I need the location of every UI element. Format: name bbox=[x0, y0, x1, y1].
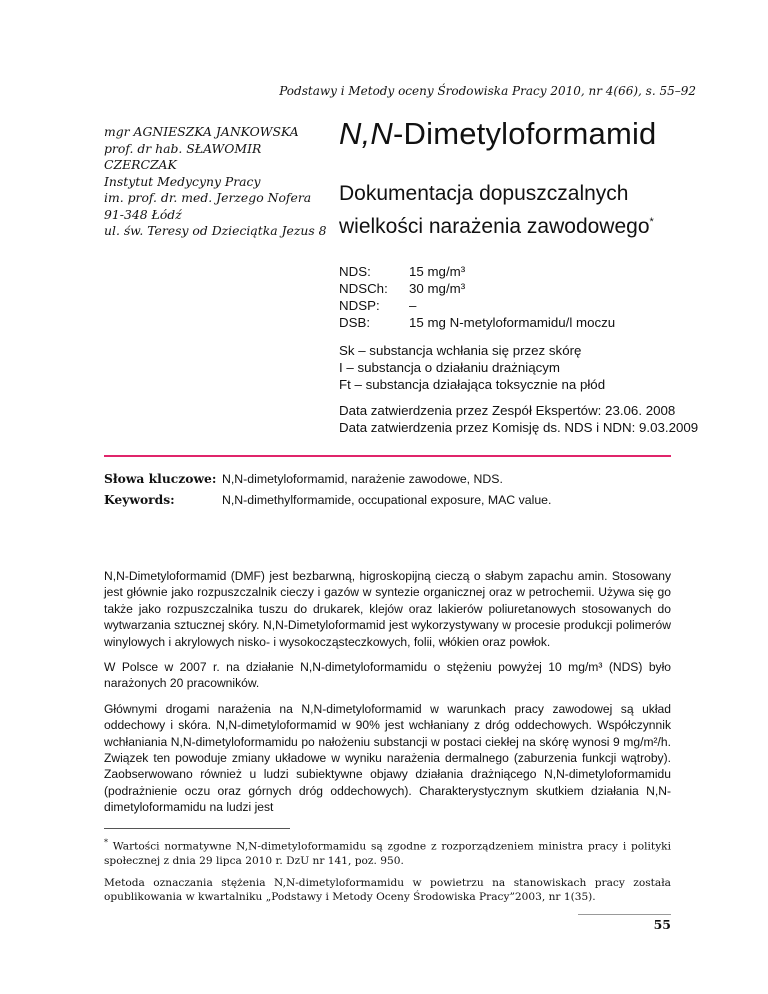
author-line: mgr AGNIESZKA JANKOWSKA bbox=[104, 124, 299, 139]
keywords-en-label: Keywords: bbox=[104, 492, 175, 507]
author-line: CZERCZAK bbox=[104, 157, 177, 172]
approval-line: Data zatwierdzenia przez Zespół Ekspertów: 23.06. 2008 bbox=[339, 403, 676, 418]
keywords-en-row bbox=[104, 492, 551, 507]
keywords-pl-row bbox=[104, 471, 503, 486]
title-rest: -Dimetyloformamid bbox=[393, 116, 657, 151]
page-number: 55 bbox=[653, 917, 671, 932]
approval-dates bbox=[339, 402, 698, 436]
footnote-text: Metoda oznaczania stężenia N,N-dimetyloformamidu w powietrzu na stanowiskach pracy została opublikowania w kwartalniku „Podstawy i Metody Oceny Środowiska Pracy”2003, nr 1(35). bbox=[104, 876, 671, 904]
journal-reference: Podstawy i Metody oceny Środowiska Pracy 2010, nr 4(66), s. 55–92 bbox=[279, 84, 696, 98]
limit-row-nds bbox=[339, 264, 615, 281]
page-title bbox=[339, 116, 657, 152]
limit-row-ndsp bbox=[339, 298, 615, 315]
keywords-pl-value: N,N-dimetyloformamid, narażenie zawodowe, NDS. bbox=[222, 472, 503, 486]
subtitle-line-1: Dokumentacja dopuszczalnych bbox=[339, 182, 629, 205]
address-line: ul. św. Teresy od Dzieciątka Jezus 8 bbox=[104, 223, 327, 238]
note-line: I – substancja o działaniu drażniącym bbox=[339, 360, 560, 375]
footnote-divider bbox=[104, 828, 290, 829]
author-affiliation-block bbox=[104, 124, 327, 240]
note-line: Ft – substancja działająca toksycznie na płód bbox=[339, 377, 606, 392]
limit-name: NDSP: bbox=[339, 298, 380, 313]
article-body bbox=[104, 568, 671, 825]
footnotes bbox=[104, 836, 671, 912]
note-line: Sk – substancja wchłania się przez skórę bbox=[339, 343, 582, 358]
body-paragraph: N,N-Dimetyloformamid (DMF) jest bezbarwną, higroskopijną cieczą o słabym zapachu amin. Stosowany jest głównie jako rozpuszczalnik cieczy i gazów w syntezie organicznej oraz w petrochemii. Używa się go także jako rozpuszczalnika tuszu do drukarek, klejów oraz lakierów poliuretanowych stosowanych do wytwarzania sztucznej skóry. N,N-Dimetyloformamid jest wykorzystywany w procesie produkcji polimerów winylowych i akrylowych nisko- i wysokocząsteczkowych, folii, włókien oraz powłok. bbox=[104, 569, 671, 649]
footnote-mark: * bbox=[104, 838, 108, 847]
footnote-marker: * bbox=[649, 216, 654, 228]
limit-name: NDSCh: bbox=[339, 281, 388, 296]
footnote bbox=[104, 836, 671, 868]
substance-notes bbox=[339, 342, 605, 393]
limit-name: DSB: bbox=[339, 315, 371, 330]
limit-value: 15 mg N-metyloformamidu/l moczu bbox=[409, 315, 616, 330]
body-paragraph: Głównymi drogami narażenia na N,N-dimetyloformamid w warunkach pracy zawodowej są układ oddechowy i skóra. N,N-dimetyloformamid w 90% jest wchłaniany z dróg oddechowych. Współczynnik wchłaniania N,N-dimetyloformamidu po nałożeniu substancji w postaci ciekłej na skórę wynosi 9 mg/m²/h. Związek ten powoduje zmiany układowe w wyniku narażenia dermalnego (zaburzenia funkcji wątroby). Zaobserwowano również u ludzi subiektywne objawy działania drażniącego N,N-dimetyloformamidu (podrażnienie oczu oraz górnych dróg oddechowych). Charakterystycznym skutkiem działania N,N-dimetyloformamidu na ludzi jest bbox=[104, 701, 671, 815]
limit-value: 15 mg/m³ bbox=[409, 264, 466, 279]
limit-value: 30 mg/m³ bbox=[409, 281, 466, 296]
footnote bbox=[104, 876, 671, 904]
keywords-pl-label: Słowa kluczowe: bbox=[104, 471, 217, 486]
keywords-en-value: N,N-dimethylformamide, occupational exposure, MAC value. bbox=[222, 493, 552, 507]
body-paragraph: W Polsce w 2007 r. na działanie N,N-dimetyloformamidu o stężeniu powyżej 10 mg/m³ (NDS) było narażonych 20 pracowników. bbox=[104, 660, 671, 691]
subtitle-line-2: wielkości narażenia zawodowego bbox=[339, 215, 650, 238]
approval-line: Data zatwierdzenia przez Komisję ds. NDS i NDN: 9.03.2009 bbox=[339, 420, 699, 435]
limit-row-ndsch bbox=[339, 281, 615, 298]
limit-row-dsb bbox=[339, 315, 615, 332]
affiliation-line: Instytut Medycyny Pracy bbox=[104, 173, 261, 189]
title-italic-part: N,N bbox=[339, 116, 393, 151]
subtitle bbox=[339, 180, 699, 241]
footnote-text: Wartości normatywne N,N-dimetyloformamidu są zgodne z rozporządzeniem ministra pracy i polityki społecznej z dnia 29 lipca 2010 r. DzU nr 141, poz. 950. bbox=[104, 840, 671, 867]
affiliation-line: im. prof. dr. med. Jerzego Nofera bbox=[104, 190, 312, 205]
author-line: prof. dr hab. SŁAWOMIR bbox=[104, 140, 262, 156]
page-number-divider bbox=[578, 914, 671, 915]
limit-name: NDS: bbox=[339, 264, 371, 279]
address-line: 91-348 Łódź bbox=[104, 206, 182, 222]
exposure-limits bbox=[339, 264, 615, 332]
limit-value: – bbox=[409, 298, 417, 313]
section-divider bbox=[104, 455, 671, 457]
